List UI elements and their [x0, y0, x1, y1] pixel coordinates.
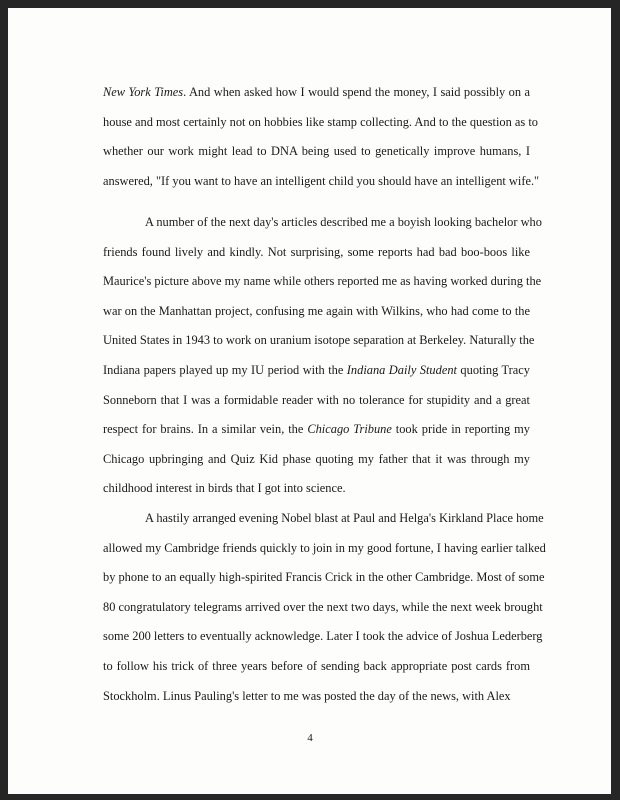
text-segment: house and most certainly not on hobbies like stamp collecting. And to the question as to: [103, 114, 538, 129]
text-line: [103, 332, 535, 348]
text-segment: Maurice's picture above my name while others reported me as having worked during the: [103, 274, 542, 289]
text-line: [103, 480, 530, 496]
text-segment: 80 congratulatory telegrams arrived over the next two days, while the next week brought: [103, 599, 543, 614]
italic-title: New York Times: [103, 85, 184, 99]
text-line: [103, 143, 530, 159]
text-line: [103, 599, 543, 615]
text-segment: United States in 1943 to work on uranium isotope separation at Berkeley. Naturally the: [103, 333, 535, 348]
text-line: [103, 303, 530, 319]
text-segment: to follow his trick of three years before of sending back appropriate post cards from: [103, 659, 530, 673]
text-segment: took pride in reporting my: [391, 422, 530, 437]
text-segment: respect for brains. In a similar vein, the: [103, 422, 308, 437]
text-segment: Stockholm. Linus Pauling's letter to me was posted the day of the news, with Alex: [103, 688, 511, 703]
page-number: 4: [307, 732, 313, 744]
text-line: [103, 273, 542, 289]
text-line: [145, 214, 542, 230]
text-segment: Sonneborn that I was a formidable reader with no tolerance for stupidity and a great: [103, 392, 530, 407]
text-segment: A number of the next day's articles described me a boyish looking bachelor who: [145, 215, 542, 229]
document-page: [8, 8, 611, 794]
italic-title: Indiana Daily Student: [346, 363, 457, 377]
text-segment: by phone to an equally high-spirited Francis Crick in the other Cambridge. Most of some: [103, 570, 545, 585]
text-segment: childhood interest in birds that I got into science.: [103, 481, 346, 496]
text-line: [103, 569, 545, 585]
text-line: [103, 362, 530, 378]
text-line: [103, 421, 530, 437]
text-line: [103, 658, 530, 674]
text-segment: quoting Tracy: [456, 363, 530, 377]
text-line: [103, 114, 538, 130]
text-line: [103, 244, 530, 260]
text-segment: some 200 letters to eventually acknowledge. Later I took the advice of Joshua Lederberg: [103, 629, 543, 644]
italic-title: Chicago Tribune: [307, 422, 392, 437]
text-line: [103, 540, 546, 556]
text-line: [103, 392, 530, 408]
text-segment: friends found lively and kindly. Not surprising, some reports had bad boo-boos like: [103, 244, 530, 259]
text-segment: answered, "If you want to have an intelligent child you should have an intelligent wife.": [103, 173, 540, 188]
text-line: [145, 510, 544, 526]
text-segment: . And when asked how I would spend the money, I said possibly on a: [183, 85, 530, 99]
text-line: [103, 173, 540, 189]
text-line: [103, 628, 543, 644]
text-segment: allowed my Cambridge friends quickly to join in my good fortune, I having earlier talked: [103, 540, 546, 555]
text-segment: whether our work might lead to DNA being used to genetically improve humans, I: [103, 144, 530, 159]
text-line: [103, 451, 530, 467]
text-line: [103, 84, 530, 100]
text-segment: Chicago upbringing and Quiz Kid phase quoting my father that it was through my: [103, 451, 530, 466]
text-segment: A hastily arranged evening Nobel blast at Paul and Helga's Kirkland Place home: [145, 511, 544, 525]
text-segment: war on the Manhattan project, confusing me again with Wilkins, who had come to the: [103, 303, 530, 318]
text-segment: Indiana papers played up my IU period with the: [103, 363, 347, 377]
text-line: [103, 688, 530, 704]
